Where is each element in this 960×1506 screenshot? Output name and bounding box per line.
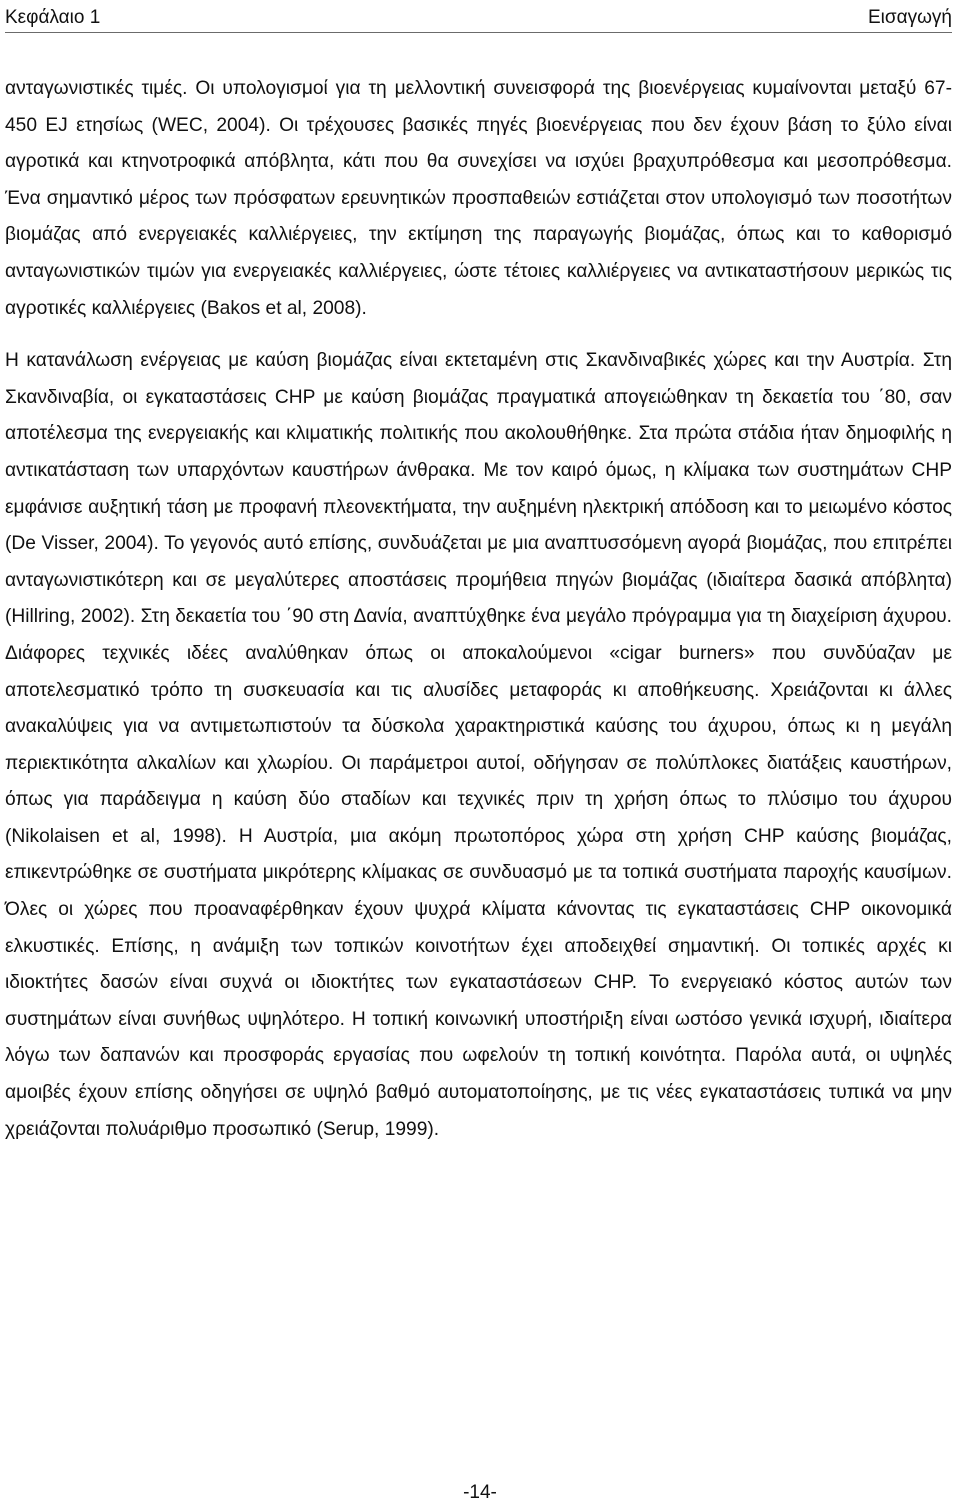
paragraph: ανταγωνιστικές τιμές. Οι υπολογισμοί για τη μελλοντική συνεισφορά της βιοενέργειας κυμαίνονται μεταξύ 67-450 EJ ετησίως (WEC, 2004). Οι τρέχουσες βασικές πηγές βιοενέργειας που δεν έχουν βάση το ξύλο είναι αγροτικά και κτηνοτροφικά απόβλητα, κάτι που θα συνεχίσει να ισχύει βραχυπρόθεσμα και μεσοπρόθεσμα. Ένα σημαντικό μέρος των πρόσφατων ερευνητικών προσπαθειών εστιάζεται στον υπολογισμό των ποσοτήτων βιομάζας από ενεργειακές καλλιέργειες, την εκτίμηση της παραγωγής βιομάζας, όπως και το καθορισμό ανταγωνιστικών τιμών για ενεργειακές καλλιέργειες, ώστε τέτοιες καλλιέργειες να αντικαταστήσουν μερικώς τις αγροτικές καλλιέργειες (Bakos et al, 2008). bbox=[5, 78, 952, 319]
section-label: Εισαγωγή bbox=[867, 7, 952, 28]
page-number: -14- bbox=[463, 1482, 497, 1503]
body-text bbox=[5, 71, 952, 1148]
paragraph: Η κατανάλωση ενέργειας με καύση βιομάζας είναι εκτεταμένη στις Σκανδιναβικές χώρες και την Αυστρία. Στη Σκανδιναβία, οι εγκαταστάσεις CHP με καύση βιομάζας πραγματικά απογειώθηκαν τη δεκαετία του ΄80, σαν αποτέλεσμα της ενεργειακής και κλιματικής πολιτικής που ακολουθήθηκε. Στα πρώτα στάδια ήταν δημοφιλής η αντικατάσταση των υπαρχόντων καυστήρων άνθρακα. Με τον καιρό όμως, η κλίμακα των συστημάτων CHP εμφάνισε αυξητική τάση με προφανή πλεονεκτήματα, την αυξημένη ηλεκτρική απόδοση και το μειωμένο κόστος (De Visser, 2004). Το γεγονός αυτό επίσης, συνδυάζεται με μια αναπτυσσόμενη αγορά βιομάζας, που επιτρέπει ανταγωνιστικότερη και σε μεγαλύτερες αποστάσεις προμήθεια πηγών βιομάζας (ιδιαίτερα δασικά απόβλητα) (Hillring, 2002). Στη δεκαετία του ΄90 στη Δανία, αναπτύχθηκε ένα μεγάλο πρόγραμμα για τη διαχείριση άχυρου. Διάφορες τεχνικές ιδέες αναλύθηκαν όπως οι αποκαλούμενοι «cigar burners» που συνδύαζαν με αποτελεσματικό τρόπο τη συσκευασία και τις αλυσίδες μεταφοράς κι αποθήκευσης. Χρειάζονται κι άλλες ανακαλύψεις για να αντιμετωπιστούν τα δύσκολα χαρακτηριστικά καύσης του άχυρου, όπως κι η μεγάλη περιεκτικότητα αλκαλίων και χλωρίου. Οι παράμετροι αυτοί, οδήγησαν σε πολύπλοκες διατάξεις καυστήρων, όπως για παράδειγμα η καύση δύο σταδίων και τεχνικές πριν τη χρήση όπως το πλύσιμο του άχυρου (Nikolaisen et al, 1998). Η Αυστρία, μια ακόμη πρωτοπόρος χώρα στη χρήση CHP καύσης βιομάζας, επικεντρώθηκε σε συστήματα μικρότερης κλίμακας σε συνδυασμό με τα τοπικά συστήματα παροχής καυσίμων. Όλες οι χώρες που προαναφέρθηκαν έχουν ψυχρά κλίματα κάνοντας τις εγκαταστάσεις CHP οικονομικά ελκυστικές. Επίσης, η ανάμιξη των τοπικών κοινοτήτων έχει αποδειχθεί σημαντική. Οι τοπικές αρχές κι ιδιοκτήτες δασών είναι συχνά οι ιδιοκτήτες των εγκαταστάσεων CHP. Το ενεργειακό κόστος αυτών των συστημάτων είναι συνήθως υψηλότερο. Η τοπική κοινωνική υποστήριξη είναι ωστόσο γενικά ισχυρή, ιδιαίτερα λόγω των δαπανών και προσφοράς εργασίας που ωφελούν τη τοπική κοινότητα. Παρόλα αυτά, οι υψηλές αμοιβές έχουν επίσης οδηγήσει σε υψηλό βαθμό αυτοματοποίησης, με τις νέες εγκαταστάσεις τυπικά να μην χρειάζονται πολυάριθμο προσωπικό (Serup, 1999). bbox=[5, 350, 952, 1140]
page-header bbox=[5, 4, 952, 33]
chapter-label: Κεφάλαιο 1 bbox=[5, 7, 101, 28]
